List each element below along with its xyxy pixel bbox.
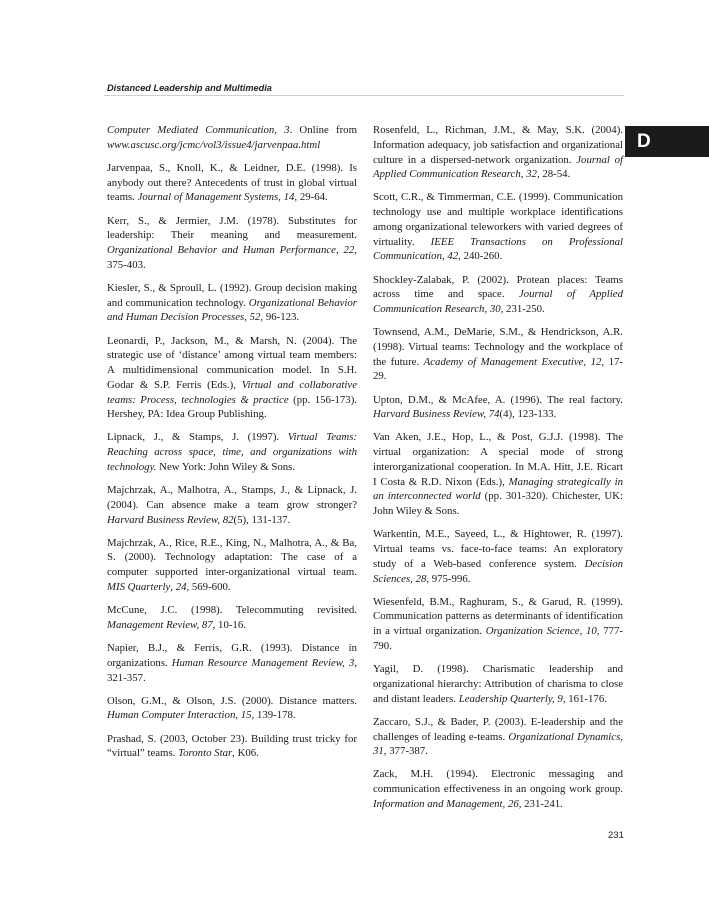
reference-italic-text: Organizational Behavior and Human Performance, 22 (107, 244, 355, 257)
reference-text: 975-996. (429, 572, 471, 585)
reference-italic-text: Organizational Behavior and Human Decision Processes, 52, (107, 296, 357, 324)
reference-italic-text: Organizational Dynamics, 31 (373, 730, 623, 758)
reference-entry (373, 715, 623, 759)
reference-text: , 161-176. (562, 692, 607, 705)
reference-text: Kerr, S., & Jermier, J.M. (1978). Substitutes for leadership: Their meaning and measurement. (107, 214, 357, 242)
reference-text: , 10-16. (212, 618, 246, 631)
reference-text: 240-260. (460, 250, 503, 263)
reference-italic-text: Academy of Management Executive, 12, (423, 355, 605, 368)
reference-italic-text: www.ascusc.org/jcmc/vol3/issue4/jarvenpaa.html (107, 138, 321, 151)
reference-text: Lipnack, J., & Stamps, J. (1997). (107, 431, 288, 444)
reference-text: , 377-387. (383, 745, 428, 758)
reference-italic-text: Virtual Teams: Reaching across space, time, and organizations with technology. (107, 431, 357, 473)
reference-entry (373, 595, 623, 654)
reference-entry (107, 161, 357, 205)
reference-italic-text: Virtual and collaborative teams: Process, technologies & practice (107, 378, 357, 406)
reference-italic-text: Leadership Quarterly, 9 (458, 692, 563, 705)
reference-text: Upton, D.M., & McAfee, A. (1996). The real factory. (373, 393, 623, 406)
reference-entry (107, 281, 357, 325)
reference-italic-text: Information and Management, 26 (373, 797, 519, 810)
reference-entry (107, 536, 357, 595)
reference-text: 231-250. (503, 303, 545, 316)
references-right-column (373, 123, 623, 820)
reference-text: Rosenfeld, L., Richman, J.M., & May, S.K. (2004). Information adequacy, job satisfaction and organizational culture in a dispersed-network organization. (373, 124, 623, 166)
reference-text: Olson, G.M., & Olson, J.S. (2000). Distance matters. (107, 694, 357, 707)
reference-italic-text: Human Computer Interaction, 15, (107, 709, 255, 722)
reference-italic-text: Journal of Applied Communication Research, 32 (373, 153, 624, 181)
reference-text: . Online from (289, 124, 357, 136)
running-head: Distanced Leadership and Multimedia (107, 83, 272, 93)
reference-text: Van Aken, J.E., Hop, L., & Post, G.J.J. (1998). The virtual organization: A special mode of strong interorganizational cooperation. In M.A. Hitt, J.E. Ricart I Costa & R.D. Nixon (Eds.), (373, 431, 623, 488)
reference-text: , 375-403. (107, 244, 357, 271)
reference-text: Wiesenfeld, B.M., Raghuram, S., & Garud, R. (1999). Communication patterns as determinants of identification in a virtual organization. (373, 595, 623, 638)
reference-text: Shockley-Zalabak, P. (2002). Protean places: Teams across time and space. (373, 273, 623, 301)
reference-entry (373, 527, 623, 586)
reference-entry (107, 123, 357, 153)
header-rule (104, 95, 624, 96)
reference-text: , (170, 580, 176, 593)
reference-italic-text: Organization Science, 10, (485, 625, 600, 638)
reference-italic-text: Harvard Business Review, 74 (373, 408, 500, 421)
reference-text: (5), 131-137. (233, 513, 291, 526)
reference-italic-text: MIS Quarterly (107, 580, 171, 593)
reference-entry (373, 662, 623, 706)
reference-text: Leonardi, P., Jackson, M., & Marsh, N. (2004). The strategic use of ‘distance’ among virtual team members: A multidimensional communication model. In S.H. Godar & S.P. Ferris (Eds.), (107, 334, 357, 391)
reference-entry (107, 694, 357, 724)
reference-text: , 231-241. (518, 797, 563, 810)
reference-text: Prashad, S. (2003, October 23). Building trust tricky for “virtual” teams. (107, 732, 357, 760)
reference-entry (373, 393, 623, 423)
reference-text: (4), 123-133. (499, 408, 557, 421)
reference-italic-text: Computer Mediated Communication, 3 (107, 124, 290, 136)
reference-text: 96-123. (263, 311, 300, 324)
reference-text: , 569-600. (186, 580, 231, 593)
reference-text: Zack, M.H. (1994). Electronic messaging and communication effectiveness in an ongoing work group. (373, 768, 623, 796)
reference-text: Warkentin, M.E., Sayeed, L., & Hightower, R. (1997). Virtual teams vs. face-to-face teams: An exploratory study of a Web-based conference system. (373, 528, 623, 570)
reference-text: Majchrzak, A., Malhotra, A., Stamps, J., & Lipnack, J. (2004). Can absence make a team grow stronger? (107, 484, 357, 511)
reference-text: New York: John Wiley & Sons. (156, 460, 296, 473)
reference-entry (107, 483, 357, 527)
reference-entry (373, 325, 623, 384)
reference-text: Scott, C.R., & Timmerman, C.E. (1999). Communication technology use and multiple workplace identifications among organizational teleworkers with varied degrees of virtuality. (373, 191, 623, 248)
reference-entry (373, 190, 623, 264)
reference-text: 29-64. (297, 191, 328, 204)
reference-italic-text: Human Resource Management Review, 3 (171, 656, 355, 669)
reference-entry (373, 430, 623, 519)
references-left-column (107, 123, 357, 769)
reference-text: Zaccaro, S.J., & Bader, P. (2003). E-leadership and the challenges of leading e-teams. (373, 715, 623, 743)
reference-text: 777-790. (373, 625, 623, 652)
reference-italic-text: Toronto Star (178, 747, 233, 760)
reference-italic-text: Harvard Business Review, 82 (107, 513, 234, 526)
reference-italic-text: Decision Sciences, 28, (373, 557, 623, 585)
reference-text: 139-178. (254, 709, 296, 722)
reference-entry (373, 767, 623, 811)
reference-text: Townsend, A.M., DeMarie, S.M., & Hendrickson, A.R. (1998). Virtual teams: Technology and the workplace of the future. (373, 326, 623, 368)
reference-text: , 321-357. (107, 656, 357, 684)
page-number: 231 (608, 830, 624, 841)
reference-text: (pp. 301-320). Chichester, UK: John Wiley & Sons. (373, 490, 623, 518)
reference-entry (373, 123, 623, 182)
reference-italic-text: Journal of Applied Communication Research, 30, (373, 288, 623, 316)
reference-text: , 28-54. (536, 168, 571, 181)
reference-text: Kiesler, S., & Sproull, L. (1992). Group decision making and communication technology. (107, 281, 357, 309)
reference-text: McCune, J.C. (1998). Telecommuting revisited. (107, 604, 357, 617)
section-tab: D (625, 126, 709, 157)
reference-italic-text: Managing strategically in an interconnected world (373, 475, 623, 503)
reference-entry (373, 273, 623, 317)
reference-entry (107, 732, 357, 762)
reference-text: 17-29. (373, 355, 623, 383)
reference-text: Majchrzak, A., Rice, R.E., King, N., Malhotra, A., & Ba, S. (2000). Technology adaptation: The case of a computer supported inter-organizational virtual team. (107, 536, 357, 579)
reference-entry (107, 641, 357, 685)
reference-entry (107, 214, 357, 273)
reference-italic-text: 24 (175, 580, 187, 593)
reference-text: (pp. 156-173). Hershey, PA: Idea Group Publishing. (107, 393, 357, 421)
reference-entry (107, 603, 357, 633)
reference-italic-text: IEEE Transactions on Professional Communication, 42, (373, 235, 624, 263)
reference-entry (107, 430, 357, 474)
reference-text: Napier, B.J., & Ferris, G.R. (1993). Distance in organizations. (107, 642, 357, 669)
reference-text: , K06. (232, 747, 259, 760)
reference-entry (107, 334, 357, 423)
reference-text: Jarvenpaa, S., Knoll, K., & Leidner, D.E. (1998). Is anybody out there? Antecedents of trust in global virtual teams. (107, 161, 357, 204)
reference-italic-text: Journal of Management Systems, 14, (137, 191, 298, 204)
reference-italic-text: Management Review, 87 (107, 618, 213, 631)
reference-text: Yagil, D. (1998). Charismatic leadership and organizational hierarchy: Attribution of charisma to close and distant leaders. (373, 663, 623, 705)
